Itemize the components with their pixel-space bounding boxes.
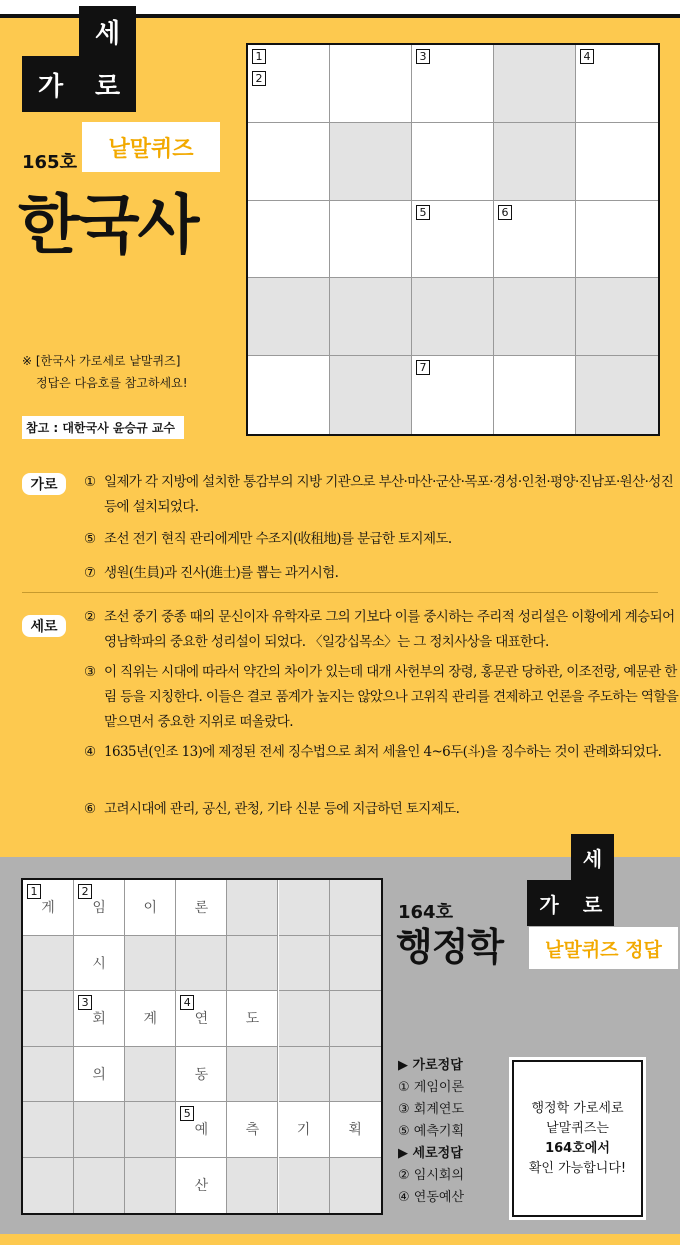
- grid-cell: [330, 991, 381, 1047]
- clue-divider: [22, 592, 658, 593]
- prev-subtitle: 낱말퀴즈 정답: [529, 927, 678, 969]
- grid-cell: [74, 1158, 125, 1214]
- grid-cell: [176, 1102, 227, 1158]
- grid-cell: [23, 1047, 74, 1103]
- clue-number: 3: [416, 49, 430, 64]
- grid-letter: 기: [296, 1122, 311, 1139]
- grid-cell: [125, 1158, 176, 1214]
- grid-cell: [248, 123, 330, 201]
- grid-cell: [227, 1102, 278, 1158]
- grid-cell: [412, 201, 494, 279]
- grid-cell: [227, 880, 278, 936]
- reference-credit: 참고 : 대한국사 윤승규 교수: [22, 416, 184, 439]
- grid-letter: 임: [92, 900, 106, 917]
- grid-cell: [279, 880, 330, 936]
- grid-cell: [412, 278, 494, 356]
- grid-cell: [576, 45, 658, 123]
- grid-cell: [248, 201, 330, 279]
- across-answer: ⑤ 예측기획: [398, 1124, 465, 1139]
- grid-cell: [125, 1102, 176, 1158]
- grid-cell: [248, 278, 330, 356]
- grid-cell: [227, 1158, 278, 1214]
- grid-cell: [279, 936, 330, 992]
- clue-number: 1: [252, 49, 266, 64]
- grid-cell: [23, 880, 74, 936]
- info-box: [512, 1060, 643, 1217]
- down-answers-heading: ▶ 세로정답: [398, 1146, 463, 1161]
- grid-cell: [412, 45, 494, 123]
- answer-note-line2: 정답은 다음호를 참고하세요!: [36, 376, 188, 390]
- clue-number: 4: [580, 49, 594, 64]
- grid-cell: [412, 123, 494, 201]
- grid-cell: [248, 45, 330, 123]
- grid-cell: [227, 991, 278, 1047]
- grid-cell: [176, 880, 227, 936]
- grid-letter: 이: [143, 900, 157, 917]
- grid-letter: 측: [245, 1122, 260, 1139]
- grid-letter: 도: [245, 1011, 260, 1028]
- grid-cell: [176, 936, 227, 992]
- grid-cell: [176, 991, 227, 1047]
- grid-cell: [227, 936, 278, 992]
- title-block-se: 세: [79, 6, 136, 56]
- grid-cell: [74, 991, 125, 1047]
- grid-cell: [412, 356, 494, 434]
- grid-cell: [494, 123, 576, 201]
- clue-number: 1: [27, 884, 41, 899]
- grid-cell: [23, 1102, 74, 1158]
- grid-cell: [330, 201, 412, 279]
- across-tag: 가로: [22, 473, 66, 495]
- answer-list: [398, 1055, 464, 1209]
- grid-cell: [74, 936, 125, 992]
- down-answer: ② 임시회의: [398, 1168, 465, 1183]
- across-answer: ① 게임이론: [398, 1080, 465, 1095]
- info-line: 행정학 가로세로: [531, 1100, 624, 1116]
- grid-letter: 계: [143, 1011, 157, 1028]
- across-answers-heading: ▶ 가로정답: [398, 1058, 463, 1073]
- down-clue-4: ④ 1635년(인조 13)에 제정된 전세 징수법으로 최저 세율인 4~6두(斗)을 징수하는 것이 관례화되었다.: [84, 744, 662, 760]
- grid-cell: [176, 1158, 227, 1214]
- clue-number: 5: [416, 205, 430, 220]
- prev-block-ro: 로: [571, 880, 614, 926]
- grid-cell: [125, 936, 176, 992]
- info-line: 164호에서: [545, 1140, 610, 1156]
- grid-cell: [279, 1158, 330, 1214]
- grid-cell: [494, 356, 576, 434]
- clue-number: 4: [180, 995, 194, 1010]
- grid-cell: [279, 991, 330, 1047]
- clue-number: 6: [498, 205, 512, 220]
- grid-cell: [330, 123, 412, 201]
- grid-cell: [576, 278, 658, 356]
- clue-number: 3: [78, 995, 92, 1010]
- title-block-ro: 로: [79, 56, 136, 112]
- prev-block-ga: 가: [527, 880, 571, 926]
- bottom-stripe: [0, 1234, 680, 1245]
- grid-cell: [330, 278, 412, 356]
- prev-block-se: 세: [571, 834, 614, 880]
- grid-cell: [494, 201, 576, 279]
- quiz-subtitle: 낱말퀴즈: [82, 122, 220, 172]
- clue-number: 5: [180, 1106, 194, 1121]
- grid-cell: [576, 356, 658, 434]
- across-clue-1: ① 일제가 각 지방에 설치한 통감부의 지방 기관으로 부산·마산·군산·목포·경성·인천·평양·진남포·원산·성진 등에 설치되었다.: [84, 474, 674, 515]
- grid-cell: [279, 1047, 330, 1103]
- down-clue-3: ③ 이 직위는 시대에 따라서 약간의 차이가 있는데 대개 사헌부의 장령, 홍문관 당하관, 이조전랑, 예문관 한림 등을 지칭한다. 이들은 결코 품계가 높지는 않았으나 고위직 관리를 견제하고 언론을 주도하는 역할을 맡으면서 중요한 지위로 떠올랐다.: [84, 664, 679, 730]
- grid-cell: [494, 45, 576, 123]
- grid-cell: [494, 278, 576, 356]
- grid-cell: [125, 991, 176, 1047]
- grid-cell: [74, 880, 125, 936]
- down-tag: 세로: [22, 615, 66, 637]
- grid-cell: [330, 1047, 381, 1103]
- grid-letter: 연: [194, 1011, 209, 1028]
- across-answer: ③ 회계연도: [398, 1102, 465, 1117]
- info-line: 낱말퀴즈는: [546, 1120, 609, 1136]
- grid-cell: [125, 1047, 176, 1103]
- grid-letter: 시: [92, 955, 106, 972]
- grid-cell: [279, 1102, 330, 1158]
- grid-cell: [576, 201, 658, 279]
- grid-cell: [330, 45, 412, 123]
- grid-letter: 게: [41, 900, 55, 917]
- answer-note-line1: ※ [한국사 가로세로 낱말퀴즈]: [22, 354, 181, 368]
- grid-cell: [227, 1047, 278, 1103]
- grid-cell: [576, 123, 658, 201]
- down-answer: ④ 연동예산: [398, 1190, 465, 1205]
- grid-letter: 산: [194, 1178, 209, 1195]
- grid-letter: 동: [194, 1066, 209, 1083]
- clue-number: 2: [252, 71, 266, 86]
- quiz-title: 한국사: [18, 189, 198, 263]
- grid-cell: [176, 1047, 227, 1103]
- grid-cell: [74, 1047, 125, 1103]
- grid-cell: [330, 936, 381, 992]
- down-clue-2: ② 조선 중기 중종 때의 문신이자 유학자로 그의 기보다 이를 중시하는 주리적 성리설은 이황에게 계승되어 영남학파의 중요한 성리설이 되었다. 〈일강십목소〉는 그 정치사상을 대표한다.: [84, 609, 675, 650]
- prev-title: 행정학: [396, 925, 504, 969]
- crossword-grid: [246, 43, 660, 436]
- clue-number: 2: [78, 884, 92, 899]
- across-clue-5: ⑤ 조선 전기 현직 관리에게만 수조지(收租地)를 분급한 토지제도.: [84, 531, 452, 547]
- prev-issue-number: 164호: [398, 902, 453, 923]
- grid-cell: [248, 356, 330, 434]
- clue-number: 7: [416, 360, 430, 375]
- issue-number: 165호: [22, 152, 77, 173]
- grid-letter: 획: [348, 1122, 362, 1139]
- grid-cell: [125, 880, 176, 936]
- grid-cell: [330, 880, 381, 936]
- grid-cell: [23, 936, 74, 992]
- grid-cell: [330, 1158, 381, 1214]
- title-block-ga: 가: [22, 56, 79, 112]
- grid-cell: [23, 991, 74, 1047]
- grid-cell: [330, 1102, 381, 1158]
- grid-letter: 론: [194, 900, 209, 917]
- grid-cell: [23, 1158, 74, 1214]
- grid-letter: 예: [194, 1122, 209, 1139]
- grid-cell: [74, 1102, 125, 1158]
- info-line: 확인 가능합니다!: [528, 1160, 627, 1176]
- grid-letter: 의: [92, 1066, 106, 1083]
- grid-letter: 회: [92, 1011, 106, 1028]
- down-clue-6: ⑥ 고려시대에 관리, 공신, 관청, 기타 신분 등에 지급하던 토지제도.: [84, 801, 460, 817]
- answer-grid: [21, 878, 383, 1215]
- across-clue-7: ⑦ 생원(生員)과 진사(進士)를 뽑는 과거시험.: [84, 565, 339, 581]
- grid-cell: [330, 356, 412, 434]
